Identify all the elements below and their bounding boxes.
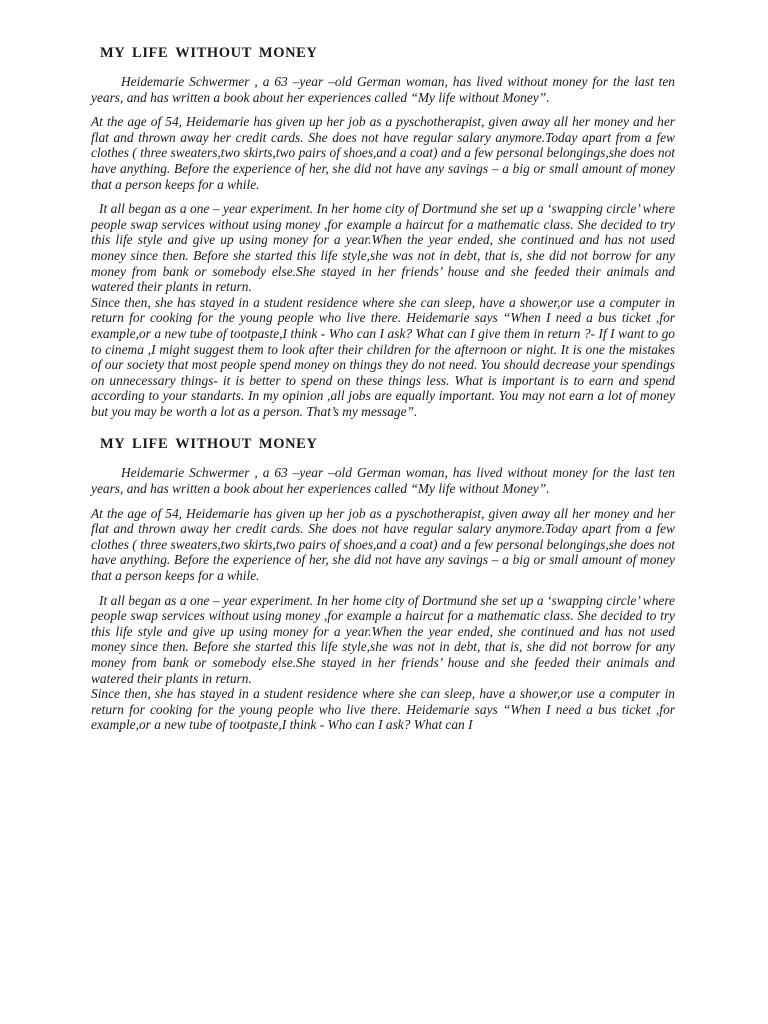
document-section	[91, 44, 675, 419]
paragraph-intro: Heidemarie Schwermer , a 63 –year –old German woman, has lived without money for the last ten years, and has written a book about her experiences called “My life without Money”.	[91, 74, 675, 105]
paragraph-experiment: It all began as a one – year experiment. In her home city of Dortmund she set up a ‘swapping circle’ where people swap services without using money ,for example a haircut for a mathematic class. She decided to try this life style and give up using money for a year.When the year ended, she continued and has not used money since then. Before she started this life style,she was not in debt, that is, she did not borrow for any money from bank or somebody else.She stayed in her friends’ house and she feeded their animals and watered their plants in return.	[91, 592, 675, 686]
paragraph-since-then: Since then, she has stayed in a student residence where she can sleep, have a shower,or use a computer in return for cooking for the young people who live there. Heidemarie says “When I need a bus ticket ,for example,or a new tube of tootpaste,I think - Who can I ask? What can I give them in return ?- If I want to go to cinema ,I might suggest them to look after their children for the afternoon or night. It is one the mistakes of our society that most people spend money on things they do not need. You should decrease your spendings on unnecessary things- it is better to spend on these things less. What is important is to earn and spend according to your standarts. In my opinion ,all jobs are equally important. You may not earn a lot of money but you may be worth a lot as a person. That’s my message”.	[91, 294, 675, 419]
paragraph-intro: Heidemarie Schwermer , a 63 –year –old German woman, has lived without money for the last ten years, and has written a book about her experiences called “My life without Money”.	[91, 465, 675, 497]
paragraph-experiment: It all began as a one – year experiment. In her home city of Dortmund she set up a ‘swapping circle’ where people swap services without using money ,for example a haircut for a mathematic class. She decided to try this life style and give up using money for a year.When the year ended, she continued and has not used money since then. Before she started this life style,she was not in debt, that is, she did not borrow for any money from bank or somebody else.She stayed in her friends’ house and she feeded their animals and watered their plants in return.	[91, 201, 675, 295]
paragraph-age-54: At the age of 54, Heidemarie has given up her job as a pyschotherapist, given away all her money and her flat and thrown away her credit cards. She does not have regular salary anymore.Today apart from a few clothes ( three sweaters,two skirts,two pairs of shoes,and a coat) and a few personal belongings,she does not have anything. Before the experience of her, she did not have any savings – a big or small amount of money that a person keeps for a while.	[91, 505, 675, 584]
paragraph-age-54: At the age of 54, Heidemarie has given up her job as a pyschotherapist, given away all her money and her flat and thrown away her credit cards. She does not have regular salary anymore.Today apart from a few clothes ( three sweaters,two skirts,two pairs of shoes,and a coat) and a few personal belongings,she does not have anything. Before the experience of her, she did not have any savings – a big or small amount of money that a person keeps for a while.	[91, 114, 675, 192]
section-title: MY LIFE WITHOUT MONEY	[100, 45, 318, 61]
paragraph-since-then: Since then, she has stayed in a student residence where she can sleep, have a shower,or use a computer in return for cooking for the young people who live there. Heidemarie says “When I need a bus ticket ,for example,or a new tube of tootpaste,I think - Who can I ask? What can I	[91, 686, 675, 733]
section-title: MY LIFE WITHOUT MONEY	[100, 436, 318, 453]
document-section	[91, 435, 675, 733]
document-page	[91, 36, 675, 733]
